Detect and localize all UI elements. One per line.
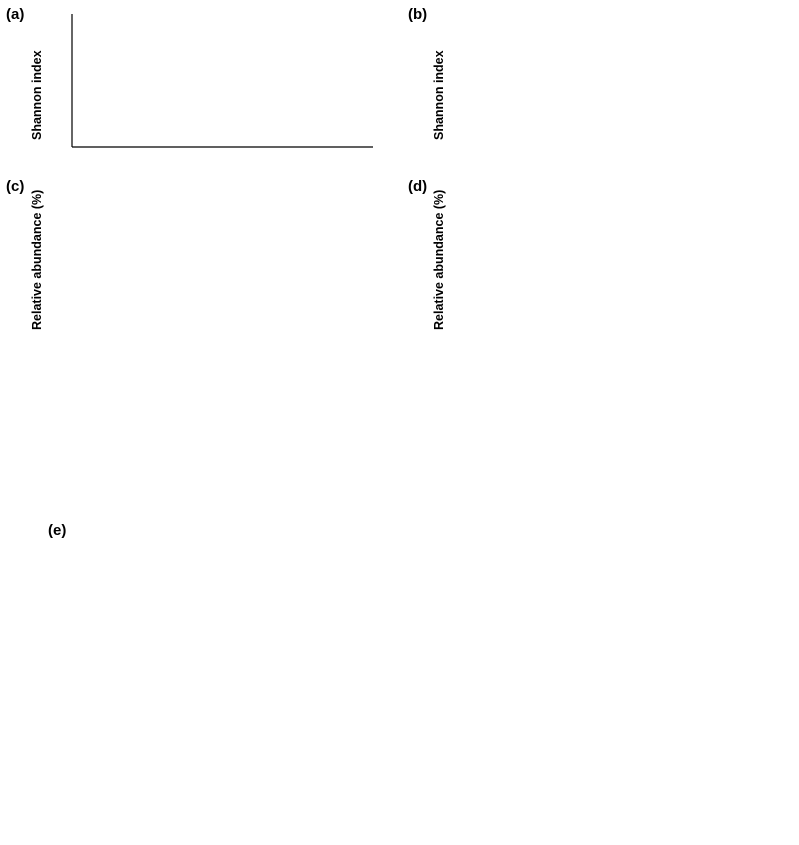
panel-c-label: (c) [6, 178, 25, 195]
panel-a-chart [44, 8, 379, 173]
panel-d-ylabel: Relative abundance (%) [432, 189, 446, 330]
panel-e-label: (e) [48, 522, 67, 539]
panel-b-label: (b) [408, 6, 428, 23]
panel-e-chart [0, 500, 799, 845]
panel-c-ylabel: Relative abundance (%) [30, 189, 44, 330]
panel-a-ylabel: Shannon index [30, 50, 44, 140]
panel-d-label: (d) [408, 178, 428, 195]
panel-b-ylabel: Shannon index [432, 50, 446, 140]
panel-a-label: (a) [6, 6, 25, 23]
